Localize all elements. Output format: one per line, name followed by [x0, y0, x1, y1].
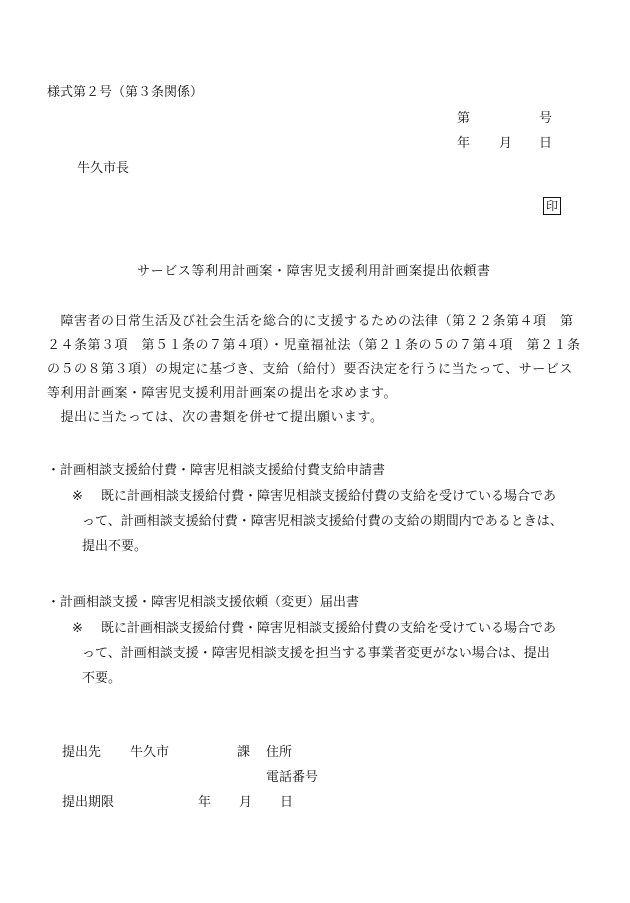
seal-char: 印 [545, 199, 558, 213]
deadline-day: 日 [280, 795, 294, 810]
date-day: 日 [539, 136, 553, 151]
note-continuation-application [82, 509, 563, 559]
document-title: サービス等利用計画案・障害児支援利用計画案提出依頼書 [137, 264, 491, 279]
note-block-request [101, 616, 556, 641]
form-number: 様式第２号（第３条関係） [47, 85, 204, 100]
seal-mark [543, 197, 561, 215]
note-block-application [101, 484, 556, 509]
submit-to-city: 牛久市 [130, 745, 170, 760]
deadline-month: 月 [239, 795, 253, 810]
date-year: 年 [457, 136, 471, 151]
note-continuation-request [82, 641, 550, 691]
note-line: 不要。 [82, 671, 122, 686]
item-heading-request: ・計画相談支援・障害児相談支援依頼（変更）届出書 [47, 595, 360, 610]
note-line: 既に計画相談支援給付費・障害児相談支援給付費の支給を受けている場合であ [101, 489, 557, 504]
item-heading-application: ・計画相談支援給付費・障害児相談支援給付費支給申請書 [47, 463, 386, 478]
body-line: 障害者の日常生活及び社会生活を総合的に支援するための法律（第２２条第４項 第 [47, 314, 574, 329]
note-line: って、計画相談支援・障害児相談支援を担当する事業者変更がない場合は、提出 [82, 646, 550, 661]
submit-to-label: 提出先 [62, 745, 102, 760]
body-line: の５の８第３項）の規定に基づき、支給（給付）要否決定を行うに当たって、サービス [47, 362, 573, 377]
note-mark: ※ [72, 489, 83, 504]
body-line: 等利用計画案・障害児支援利用計画案の提出を求めます。 [47, 386, 397, 401]
deadline-year: 年 [198, 795, 212, 810]
body-paragraph [47, 310, 587, 430]
note-line: 既に計画相談支援給付費・障害児相談支援給付費の支給を受けている場合であ [101, 621, 557, 636]
address-label: 住所 [266, 745, 293, 760]
addressee: 牛久市長 [77, 161, 130, 176]
document-number-suffix: 号 [539, 111, 553, 126]
document-number-prefix: 第 [457, 111, 471, 126]
body-line: 提出に当たっては、次の書類を併せて提出願います。 [47, 410, 384, 425]
phone-label: 電話番号 [266, 770, 319, 785]
date-month: 月 [499, 136, 513, 151]
body-line: ２４条第３項 第５１条の７第４項）・児童福祉法（第２１条の５の７第４項 第２１条 [47, 338, 581, 353]
deadline-label: 提出期限 [62, 795, 115, 810]
department-suffix: 課 [237, 745, 251, 760]
note-line: 提出不要。 [82, 539, 148, 554]
note-mark: ※ [72, 621, 83, 636]
note-line: って、計画相談支援給付費・障害児相談支援給付費の支給の期間内であるときは、 [82, 514, 563, 529]
